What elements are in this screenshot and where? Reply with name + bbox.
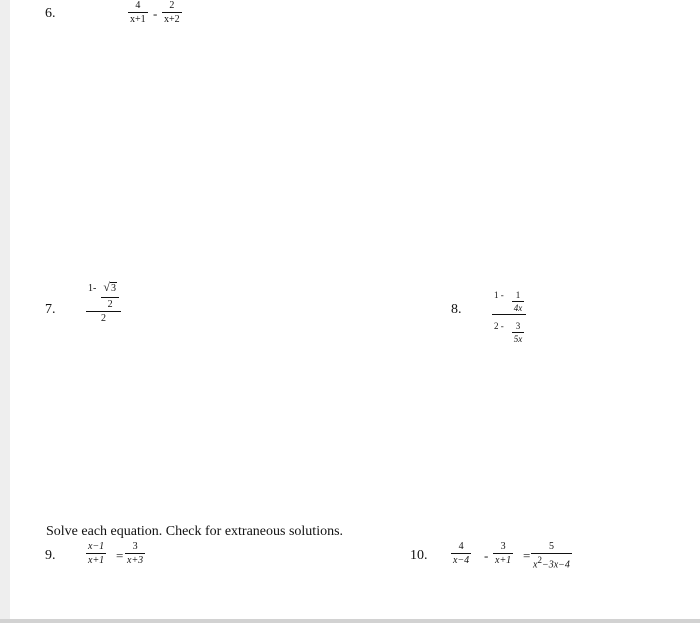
inner-fraction [512,321,525,344]
denominator: 4x [513,303,523,313]
denominator [531,555,572,570]
fraction [493,541,513,566]
exponent: 2 [537,555,542,565]
numerator: 3 [132,541,138,552]
variable: x [533,559,538,571]
fraction [451,541,471,566]
fraction-bar [512,332,525,333]
problem-number: 10. [410,548,428,563]
fraction [125,541,145,566]
complex-fraction [86,278,121,324]
denominator: 2 [107,299,113,310]
denominator: x+1 [495,555,512,566]
numerator: 4 [135,0,141,11]
denominator: x+2 [164,14,180,25]
leading-term: 2 - [494,321,504,331]
fraction-bar [531,553,572,554]
problem-number: 7. [45,302,56,317]
instructions-text: Solve each equation. Check for extraneous solutions. [46,524,344,539]
complex-denominator: 2 [100,313,106,324]
complex-numerator [86,278,121,310]
denominator: x−4 [453,555,470,566]
numerator: 4 [458,541,464,552]
fraction-bar [451,553,471,554]
fraction [531,541,572,570]
numerator: 5 [548,541,554,552]
page-left-edge [0,0,10,623]
fraction-bar [125,553,145,554]
complex-numerator [492,285,526,313]
page-bottom-edge [0,619,700,623]
fraction [162,0,182,25]
denominator: x+1 [130,14,146,25]
leading-term: 1 - [494,290,504,300]
main-fraction-bar [86,311,121,312]
problem-number: 8. [451,302,462,317]
equals-sign: = [523,548,531,563]
numerator: x−1 [88,541,105,552]
equals-sign: = [116,548,124,563]
denominator: 5x [513,334,523,344]
radical-symbol: √ [103,280,110,294]
denominator: x+3 [127,555,144,566]
inner-fraction [101,278,119,310]
numerator: 1 [515,290,521,300]
fraction-bar [128,12,148,13]
complex-denominator [492,316,526,344]
fraction-bar [493,553,513,554]
fraction-bar [162,12,182,13]
minus-sign: - [153,6,158,21]
numerator: 3 [500,541,506,552]
numerator: 3 [515,321,521,331]
minus-sign: - [484,548,489,563]
fraction-bar [86,553,106,554]
fraction-bar [101,297,119,298]
fraction-bar [512,301,525,302]
numerator: 2 [169,0,175,11]
fraction [86,541,106,566]
radicand: 3 [110,283,116,294]
square-root [101,278,119,296]
leading-term: 1- [88,283,97,294]
main-fraction-bar [492,314,526,315]
fraction [128,0,148,25]
inner-fraction [512,290,525,313]
problem-number: 9. [45,548,56,563]
denominator: x+1 [88,555,105,566]
problem-number: 6. [45,6,56,21]
complex-fraction [492,285,526,344]
remaining-terms: −3x−4 [541,559,570,571]
